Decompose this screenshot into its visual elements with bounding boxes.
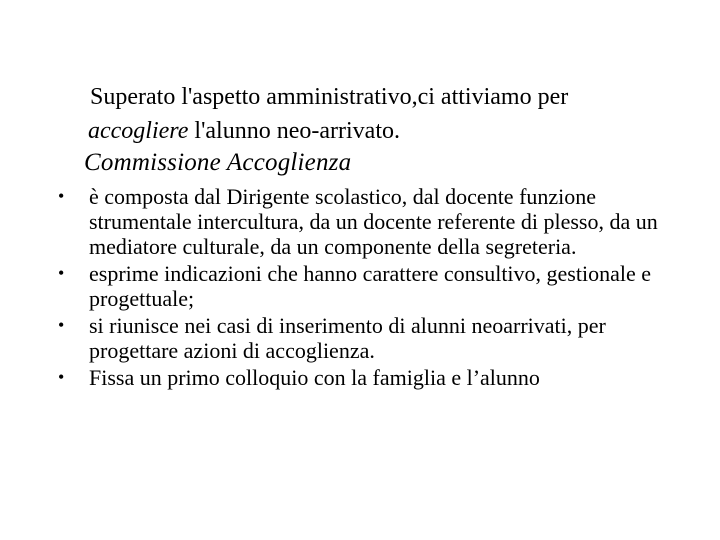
intro-line-2 bbox=[88, 114, 688, 148]
list-item bbox=[55, 365, 675, 390]
bullet-icon: • bbox=[58, 315, 65, 335]
intro-line-2-rest: l'alunno neo-arrivato. bbox=[188, 118, 400, 144]
list-item bbox=[55, 313, 675, 363]
list-item-text: esprime indicazioni che hanno carattere consultivo, gestionale e progettuale; bbox=[89, 261, 651, 311]
bullet-icon: • bbox=[58, 263, 65, 283]
bullet-icon: • bbox=[58, 367, 65, 387]
intro-line-1: Superato l'aspetto amministrativo,ci attiviamo per bbox=[90, 84, 569, 110]
intro-paragraph bbox=[88, 80, 688, 148]
list-item bbox=[55, 261, 675, 311]
list-item-text: si riunisce nei casi di inserimento di alunni neoarrivati, per progettare azioni di accoglienza. bbox=[89, 313, 606, 363]
bullet-icon: • bbox=[58, 186, 65, 206]
intro-emphasis: accogliere bbox=[88, 118, 189, 144]
list-item bbox=[55, 184, 675, 259]
list-item-text: Fissa un primo colloquio con la famiglia e l’alunno bbox=[89, 365, 540, 390]
section-heading: Commissione Accoglienza bbox=[84, 149, 352, 176]
bullet-list bbox=[55, 184, 675, 392]
list-item-text: è composta dal Dirigente scolastico, dal docente funzione strumentale intercultura, da un docente referente di plesso, da un mediatore culturale, da un componente della segreteria. bbox=[89, 184, 658, 259]
